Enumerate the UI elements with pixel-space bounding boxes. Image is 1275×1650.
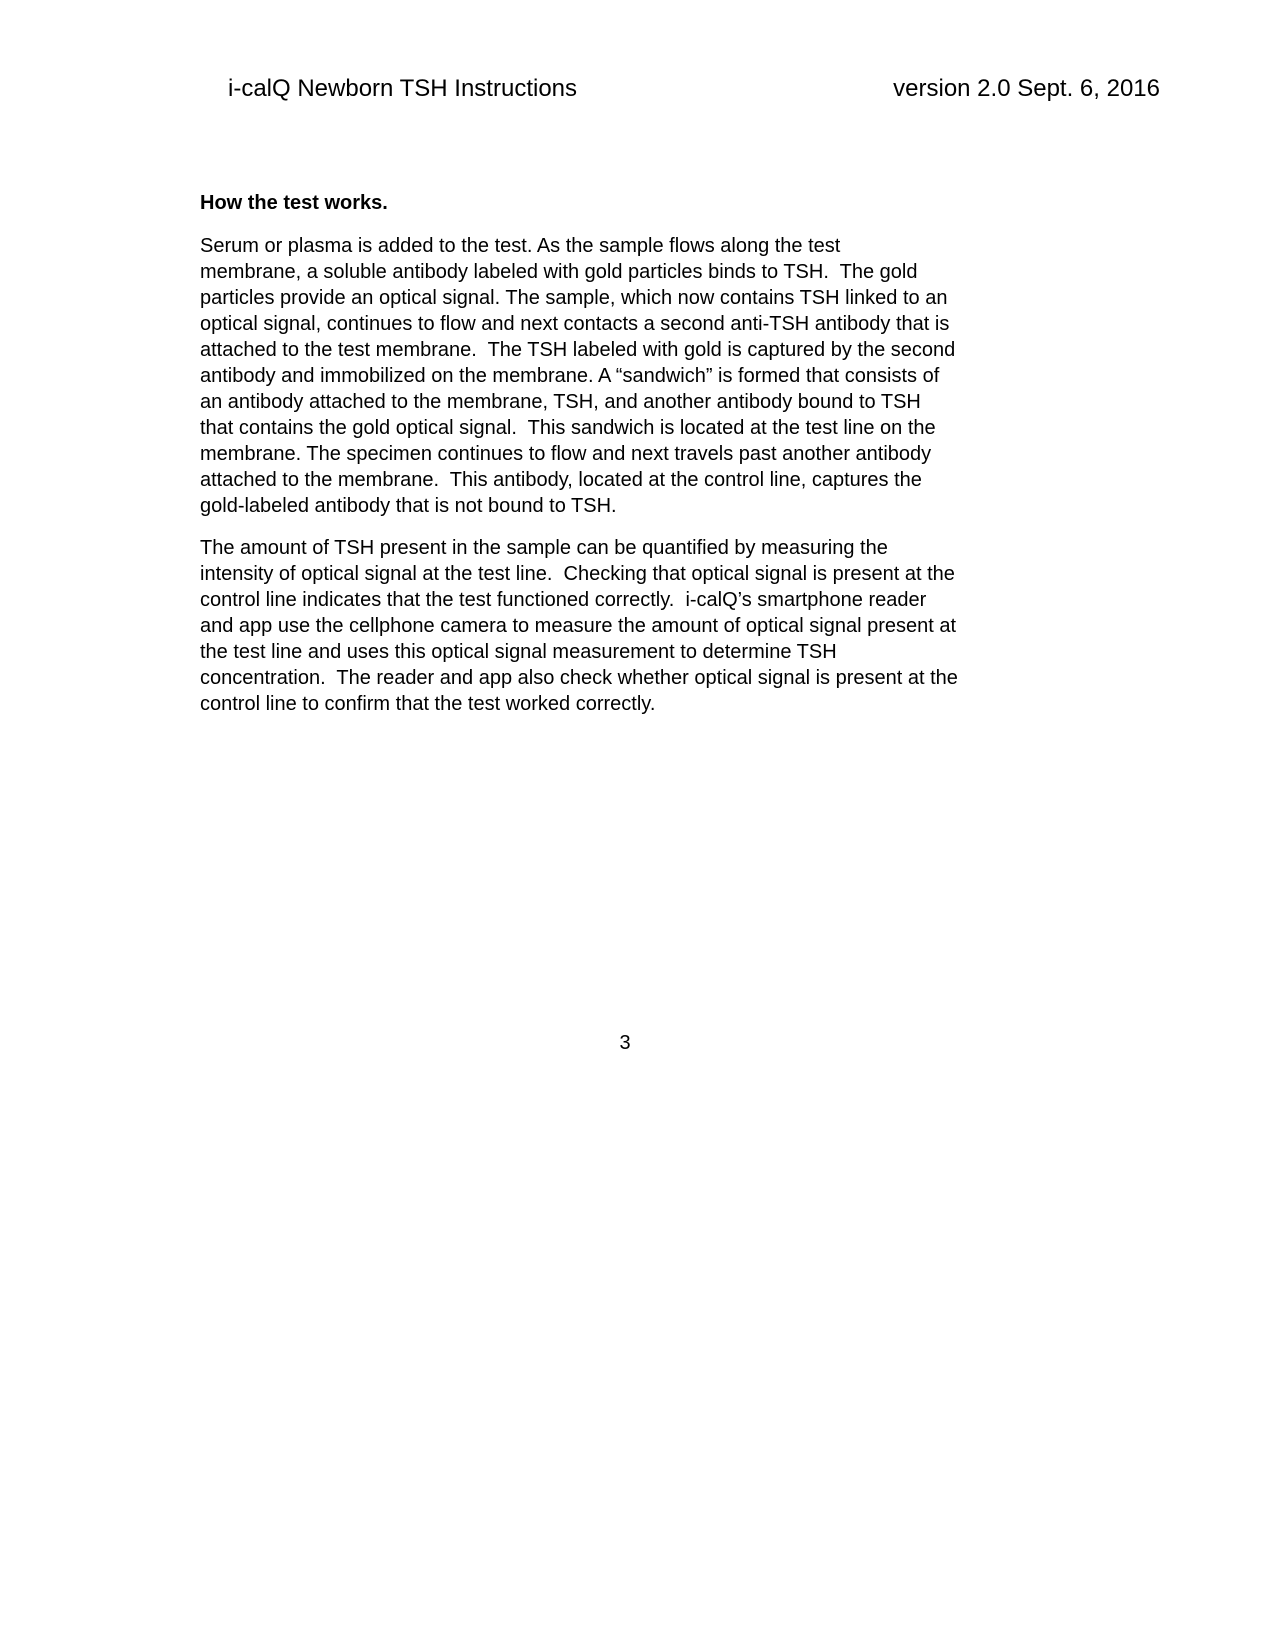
paragraph-how-test-works bbox=[200, 233, 1030, 519]
paragraph-line: optical signal, continues to flow and next contacts a second anti-TSH antibody that is bbox=[200, 313, 950, 335]
paragraph-line: attached to the test membrane. The TSH labeled with gold is captured by the second bbox=[200, 339, 956, 361]
paragraph-line: intensity of optical signal at the test line. Checking that optical signal is present at the bbox=[200, 563, 955, 585]
header-version: version 2.0 Sept. 6, 2016 bbox=[893, 75, 1160, 102]
paragraph-line: control line to confirm that the test worked correctly. bbox=[200, 693, 656, 715]
paragraph-line: The amount of TSH present in the sample can be quantified by measuring the bbox=[200, 537, 888, 559]
paragraph-line: gold-labeled antibody that is not bound to TSH. bbox=[200, 495, 617, 517]
paragraph-line: Serum or plasma is added to the test. As the sample flows along the test bbox=[200, 235, 841, 257]
paragraph-line: membrane, a soluble antibody labeled with gold particles binds to TSH. The gold bbox=[200, 261, 918, 283]
paragraph-line: and app use the cellphone camera to measure the amount of optical signal present at bbox=[200, 615, 957, 637]
paragraph-line: an antibody attached to the membrane, TSH, and another antibody bound to TSH bbox=[200, 391, 921, 413]
paragraph-line: that contains the gold optical signal. This sandwich is located at the test line on the bbox=[200, 417, 936, 439]
paragraph-line: concentration. The reader and app also check whether optical signal is present at the bbox=[200, 667, 958, 689]
paragraph-line: the test line and uses this optical signal measurement to determine TSH bbox=[200, 641, 837, 663]
paragraph-line: particles provide an optical signal. The sample, which now contains TSH linked to an bbox=[200, 287, 948, 309]
paragraph-line: membrane. The specimen continues to flow and next travels past another antibody bbox=[200, 443, 932, 465]
paragraph-quantification bbox=[200, 535, 1030, 717]
header-title: i-calQ Newborn TSH Instructions bbox=[228, 75, 578, 102]
section-heading: How the test works. bbox=[200, 192, 388, 214]
paragraph-line: antibody and immobilized on the membrane. A “sandwich” is formed that consists of bbox=[200, 365, 940, 387]
page-number: 3 bbox=[619, 1032, 631, 1054]
paragraph-line: control line indicates that the test functioned correctly. i-calQ’s smartphone reader bbox=[200, 589, 927, 611]
paragraph-line: attached to the membrane. This antibody, located at the control line, captures the bbox=[200, 469, 922, 491]
